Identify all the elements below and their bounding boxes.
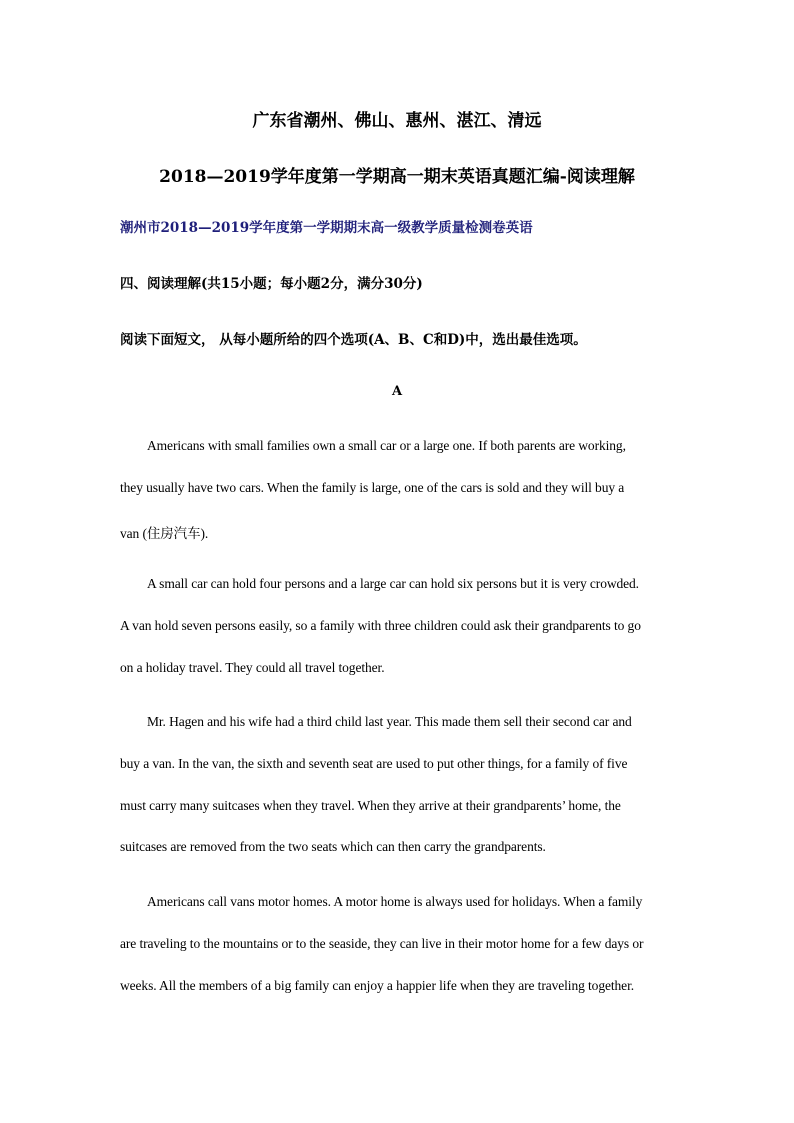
passage-line: are traveling to the mountains or to the seaside, they can live in their motor home for a few days or — [120, 936, 644, 951]
passage-line: Americans call vans motor homes. A motor home is always used for holidays. When a family — [147, 894, 643, 909]
passage-line: weeks. All the members of a big family can enjoy a happier life when they are traveling together. — [120, 978, 634, 993]
passage-line: must carry many suitcases when they travel. When they arrive at their grandparents’ home, the — [120, 798, 621, 813]
passage-line: on a holiday travel. They could all travel together. — [120, 660, 385, 675]
section-instruction: 阅读下面短文， 从每小题所给的四个选项(A、B、C和D)中，选出最佳选项。 — [120, 332, 587, 348]
passage-line: suitcases are removed from the two seats which can then carry the grandparents. — [120, 839, 546, 854]
passage-line: van (住房汽车). — [120, 526, 209, 541]
passage-line: Mr. Hagen and his wife had a third child last year. This made them sell their second car and — [147, 714, 632, 729]
document-title-line-1: 广东省潮州、佛山、惠州、湛江、清远 — [252, 111, 542, 131]
passage-line: A van hold seven persons easily, so a family with three children could ask their grandparents to go — [120, 618, 641, 633]
section-heading: 四、阅读理解(共15小题；每小题2分，满分30分) — [120, 276, 423, 292]
passage-line: A small car can hold four persons and a large car can hold six persons but it is very crowded. — [147, 576, 639, 591]
document-title-line-2: 2018—2019学年度第一学期高一期末英语真题汇编-阅读理解 — [159, 167, 635, 187]
passage-label: A — [391, 384, 403, 399]
passage-line: buy a van. In the van, the sixth and seventh seat are used to put other things, for a family of five — [120, 756, 628, 771]
passage-line: they usually have two cars. When the family is large, one of the cars is sold and they will buy a — [120, 480, 625, 495]
exam-source-heading: 潮州市2018—2019学年度第一学期期末高一级教学质量检测卷英语 — [120, 220, 533, 236]
passage-line: Americans with small families own a small car or a large one. If both parents are working, — [147, 438, 626, 453]
